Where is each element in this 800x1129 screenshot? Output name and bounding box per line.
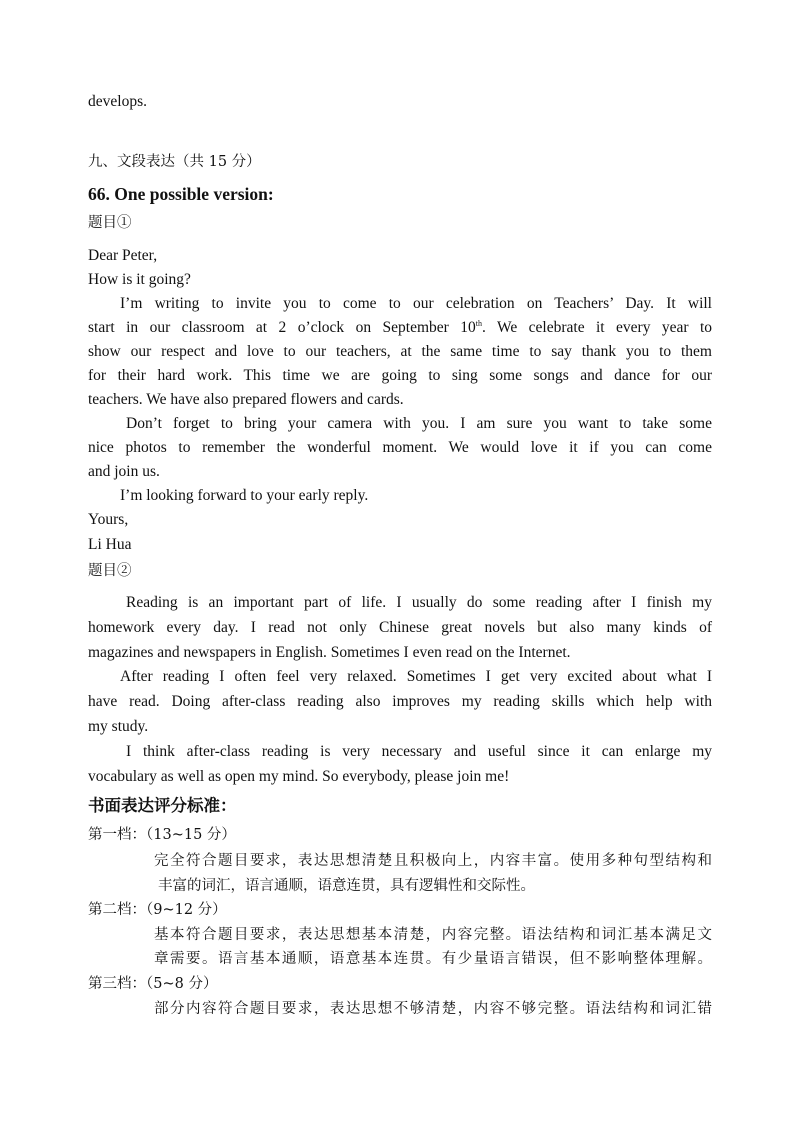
question-66-heading: 66. One possible version: — [88, 184, 274, 204]
letter-p1-line: for their hard work. This time we are going to sing some songs and dance for our — [88, 367, 712, 384]
tier-1-label: 第一档：（13~15 分） — [88, 827, 236, 843]
essay-p1-line: magazines and newspapers in English. Sometimes I even read on the Internet. — [88, 644, 571, 661]
previous-answer-fragment: develops. — [88, 93, 147, 110]
essay-p2-line: After reading I often feel very relaxed. Sometimes I get very excited about what I — [120, 668, 712, 685]
topic-2-label: 题目② — [88, 563, 132, 579]
letter-signature: Li Hua — [88, 536, 132, 553]
letter-p1-text: start in our classroom at 2 o’clock on September 10 — [88, 319, 476, 336]
letter-p1-line — [88, 318, 712, 338]
letter-p1-line: teachers. We have also prepared flowers and cards. — [88, 391, 404, 408]
essay-p2-line: have read. Doing after-class reading also improves my reading skills which help with — [88, 693, 712, 710]
essay-p1-line: homework every day. I read not only Chinese great novels but also many kinds of — [88, 619, 712, 636]
essay-p3-line: I think after-class reading is very necessary and useful since it can enlarge my — [126, 743, 712, 760]
tier-2-line: 章需要。语言基本通顺，语意基本连贯。有少量语言错误，但不影响整体理解。 — [154, 951, 712, 967]
letter-p1-text: . We celebrate it every year to — [481, 319, 713, 336]
letter-p2-line: Don’t forget to bring your camera with you. I am sure you want to take some — [126, 415, 712, 432]
letter-salutation: Dear Peter, — [88, 247, 158, 264]
scoring-criteria-heading: 书面表达评分标准： — [88, 796, 237, 815]
letter-p2-line: nice photos to remember the wonderful moment. We would love it if you can come — [88, 439, 712, 456]
tier-3-label: 第三档：（5~8 分） — [88, 976, 218, 992]
letter-p2-line: and join us. — [88, 463, 160, 480]
essay-p3-line: vocabulary as well as open my mind. So everybody, please join me! — [88, 768, 510, 785]
tier-2-line: 基本符合题目要求，表达思想基本清楚，内容完整。语法结构和词汇基本满足文 — [154, 927, 712, 943]
tier-3-line: 部分内容符合题目要求，表达思想不够清楚，内容不够完整。语法结构和词汇错 — [154, 1001, 712, 1017]
topic-1-label: 题目① — [88, 215, 132, 231]
letter-greeting: How is it going? — [88, 271, 191, 288]
tier-1-line: 完全符合题目要求，表达思想清楚且积极向上，内容丰富。使用多种句型结构和 — [154, 853, 712, 869]
letter-p1-line: I’m writing to invite you to come to our celebration on Teachers’ Day. It will — [120, 295, 712, 312]
letter-closing: Yours, — [88, 511, 129, 528]
essay-p2-line: my study. — [88, 718, 149, 735]
section-title: 九、文段表达（共 15 分） — [88, 154, 261, 170]
letter-p3-line: I’m looking forward to your early reply. — [120, 487, 369, 504]
essay-p1-line: Reading is an important part of life. I usually do some reading after I finish my — [126, 594, 712, 611]
tier-1-line: 丰富的词汇，语言通顺，语意连贯，具有逻辑性和交际性。 — [158, 878, 535, 894]
tier-2-label: 第二档：（9~12 分） — [88, 902, 227, 918]
ordinal-suffix: th — [475, 318, 482, 328]
letter-p1-line: show our respect and love to our teachers, at the same time to say thank you to them — [88, 343, 712, 360]
